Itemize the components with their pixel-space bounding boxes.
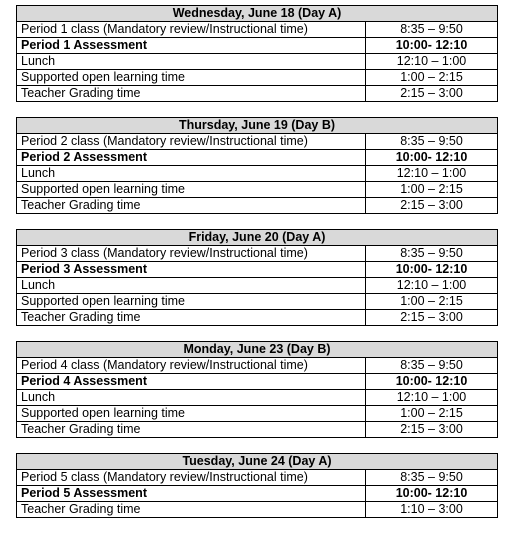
day-header: Tuesday, June 24 (Day A) <box>17 454 498 470</box>
day-schedule-table <box>16 117 498 214</box>
day-schedule-table <box>16 229 498 326</box>
schedule-row <box>17 406 498 422</box>
time-cell: 10:00- 12:10 <box>366 374 498 390</box>
schedule-row <box>17 294 498 310</box>
time-cell: 1:10 – 3:00 <box>366 502 498 518</box>
time-cell: 1:00 – 2:15 <box>366 294 498 310</box>
time-cell: 1:00 – 2:15 <box>366 182 498 198</box>
time-cell: 10:00- 12:10 <box>366 150 498 166</box>
activity-cell: Supported open learning time <box>17 182 366 198</box>
time-cell: 1:00 – 2:15 <box>366 70 498 86</box>
day-header-row <box>17 342 498 358</box>
activity-cell: Lunch <box>17 166 366 182</box>
activity-cell: Teacher Grading time <box>17 86 366 102</box>
time-cell: 2:15 – 3:00 <box>366 198 498 214</box>
time-cell: 10:00- 12:10 <box>366 486 498 502</box>
activity-cell: Lunch <box>17 54 366 70</box>
day-header-row <box>17 118 498 134</box>
activity-cell: Supported open learning time <box>17 406 366 422</box>
schedule-row <box>17 246 498 262</box>
activity-cell: Period 3 class (Mandatory review/Instructional time) <box>17 246 366 262</box>
day-header: Thursday, June 19 (Day B) <box>17 118 498 134</box>
activity-cell: Period 1 Assessment <box>17 38 366 54</box>
schedule-row <box>17 134 498 150</box>
assessment-row <box>17 486 498 502</box>
schedule-row <box>17 310 498 326</box>
activity-cell: Period 5 Assessment <box>17 486 366 502</box>
schedule-row <box>17 54 498 70</box>
exam-schedule <box>16 5 497 533</box>
schedule-row <box>17 182 498 198</box>
activity-cell: Period 1 class (Mandatory review/Instructional time) <box>17 22 366 38</box>
schedule-row <box>17 86 498 102</box>
schedule-row <box>17 166 498 182</box>
activity-cell: Period 4 Assessment <box>17 374 366 390</box>
schedule-row <box>17 198 498 214</box>
time-cell: 12:10 – 1:00 <box>366 390 498 406</box>
time-cell: 12:10 – 1:00 <box>366 278 498 294</box>
time-cell: 8:35 – 9:50 <box>366 22 498 38</box>
schedule-row <box>17 70 498 86</box>
activity-cell: Teacher Grading time <box>17 310 366 326</box>
activity-cell: Period 2 Assessment <box>17 150 366 166</box>
day-schedule-table <box>16 453 498 518</box>
time-cell: 12:10 – 1:00 <box>366 166 498 182</box>
day-schedule-table <box>16 5 498 102</box>
activity-cell: Period 4 class (Mandatory review/Instructional time) <box>17 358 366 374</box>
activity-cell: Teacher Grading time <box>17 422 366 438</box>
schedule-row <box>17 422 498 438</box>
time-cell: 8:35 – 9:50 <box>366 470 498 486</box>
activity-cell: Period 2 class (Mandatory review/Instructional time) <box>17 134 366 150</box>
time-cell: 10:00- 12:10 <box>366 38 498 54</box>
time-cell: 2:15 – 3:00 <box>366 86 498 102</box>
activity-cell: Supported open learning time <box>17 70 366 86</box>
activity-cell: Teacher Grading time <box>17 198 366 214</box>
day-header: Friday, June 20 (Day A) <box>17 230 498 246</box>
assessment-row <box>17 262 498 278</box>
day-header: Wednesday, June 18 (Day A) <box>17 6 498 22</box>
assessment-row <box>17 150 498 166</box>
activity-cell: Teacher Grading time <box>17 502 366 518</box>
assessment-row <box>17 38 498 54</box>
time-cell: 2:15 – 3:00 <box>366 310 498 326</box>
activity-cell: Supported open learning time <box>17 294 366 310</box>
day-header-row <box>17 6 498 22</box>
schedule-row <box>17 470 498 486</box>
time-cell: 8:35 – 9:50 <box>366 134 498 150</box>
schedule-row <box>17 358 498 374</box>
time-cell: 2:15 – 3:00 <box>366 422 498 438</box>
schedule-row <box>17 22 498 38</box>
day-header-row <box>17 230 498 246</box>
activity-cell: Period 3 Assessment <box>17 262 366 278</box>
assessment-row <box>17 374 498 390</box>
activity-cell: Period 5 class (Mandatory review/Instructional time) <box>17 470 366 486</box>
day-header-row <box>17 454 498 470</box>
day-header: Monday, June 23 (Day B) <box>17 342 498 358</box>
schedule-row <box>17 502 498 518</box>
time-cell: 8:35 – 9:50 <box>366 358 498 374</box>
activity-cell: Lunch <box>17 390 366 406</box>
schedule-row <box>17 390 498 406</box>
time-cell: 1:00 – 2:15 <box>366 406 498 422</box>
schedule-row <box>17 278 498 294</box>
time-cell: 12:10 – 1:00 <box>366 54 498 70</box>
time-cell: 8:35 – 9:50 <box>366 246 498 262</box>
day-schedule-table <box>16 341 498 438</box>
time-cell: 10:00- 12:10 <box>366 262 498 278</box>
activity-cell: Lunch <box>17 278 366 294</box>
